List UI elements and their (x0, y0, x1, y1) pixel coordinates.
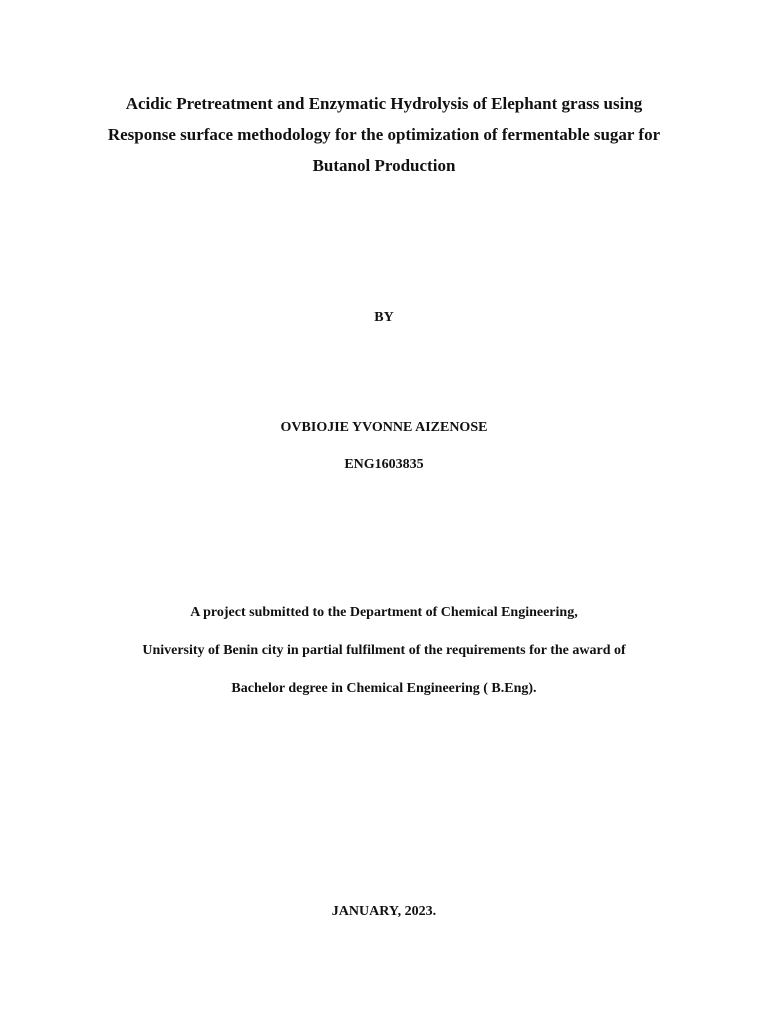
submission-line-2: University of Benin city in partial fulfilment of the requirements for the award of (142, 643, 626, 658)
title-line-1: Acidic Pretreatment and Enzymatic Hydrolysis of Elephant grass using (125, 94, 643, 113)
submission-line-1: A project submitted to the Department of Chemical Engineering, (190, 605, 578, 620)
title-line-2: Response surface methodology for the optimization of fermentable sugar for (107, 125, 661, 144)
submission-date: JANUARY, 2023. (331, 904, 437, 919)
by-label: BY (374, 310, 394, 325)
author-name: OVBIOJIE YVONNE AIZENOSE (280, 420, 488, 435)
title-line-3: Butanol Production (312, 156, 456, 175)
matric-number: ENG1603835 (344, 457, 424, 472)
submission-line-3: Bachelor degree in Chemical Engineering ( B.Eng). (231, 681, 537, 696)
